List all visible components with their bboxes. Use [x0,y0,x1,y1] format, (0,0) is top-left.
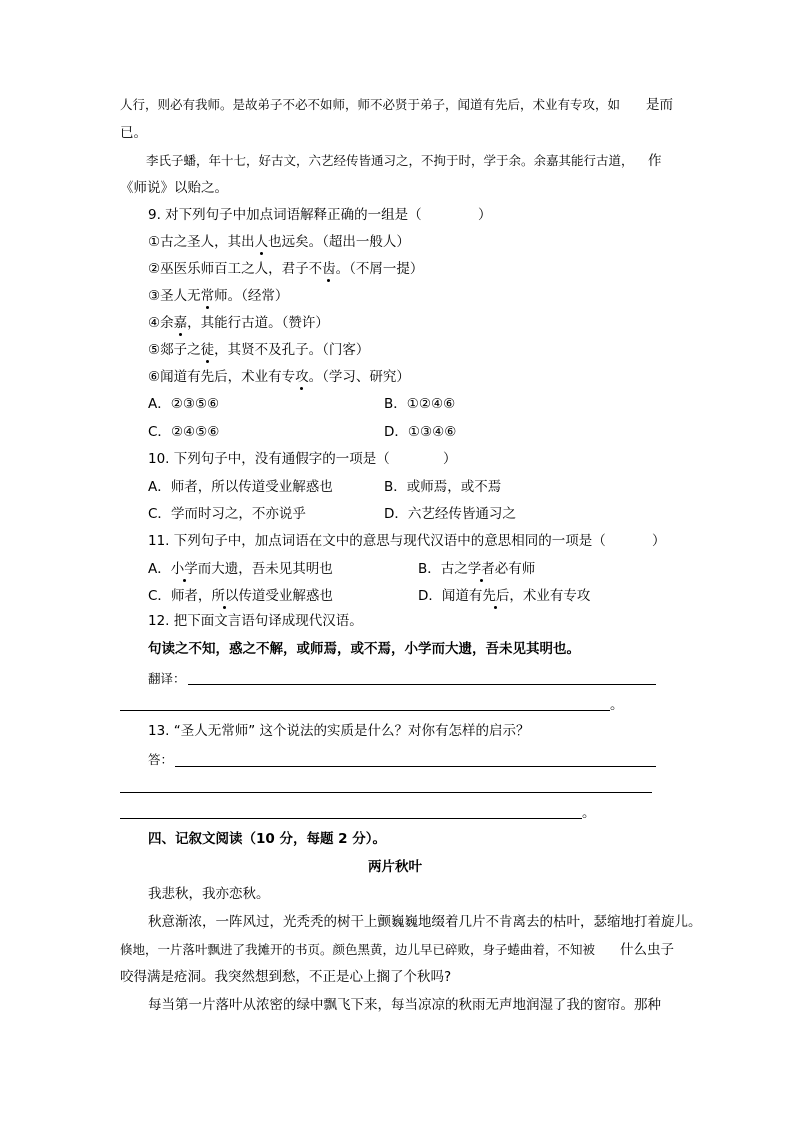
q12-sentence: 句读之不知，惑之不解，或师焉，或不焉，小学而大遗，吾未见其明也。 [148,641,580,657]
q11-option-c[interactable]: C．师者，所以传道受业解惑也 [148,588,333,604]
section4-heading: 四、记叙文阅读（10 分，每题 2 分）。 [148,831,387,847]
passage-line-3: 李氏子蟠，年十七，好古文，六艺经传皆通习之，不拘于时，学于余。余嘉其能行古道， [146,153,634,168]
dotted-word: 先后 [482,588,510,604]
q9-item-4: ④余嘉，其能行古道。（赞许） [148,315,329,331]
q10-paren-close: ） [443,451,457,467]
q9-item-5: ⑤郯子之徒，其贤不及孔子。（门客） [148,342,370,358]
q10-option-b[interactable]: B．或师焉，或不焉 [384,479,502,495]
q9-item-1: ①古之圣人，其出人也远矣。（超出一般人） [148,234,410,250]
q9-item-2: ②巫医乐师百工之人，君子不齿。（不屑一提） [148,261,424,277]
q12-period: 。 [610,697,624,713]
passage-line-1-end: 是而 [646,97,673,113]
section4-p2-line-1: 秋意渐浓，一阵风过，光秃秃的树干上颤巍巍地缀着几片不肯离去的枯叶，瑟缩地打着旋儿。 [148,914,702,930]
section4-p3-line-1: 每当第一片落叶从浓密的绿中飘飞下来，每当凉凉的秋雨无声地润湿了我的窗帘。那种 [148,997,661,1013]
section4-p2-line-2-end: 什么虫子 [620,942,674,958]
dotted-word: 学者 [467,561,495,577]
q9-paren-close: ） [478,207,492,223]
q11-paren-close: ） [652,533,666,549]
q13-answer-line-1[interactable] [175,766,656,767]
q9-option-b[interactable]: B．①②④⑥ [384,396,456,412]
q11-option-d[interactable]: D．闻道有先后，术业有专攻 [418,588,591,604]
dotted-word: 常 [200,288,215,304]
q13-period: 。 [582,805,596,821]
dotted-word: 嘉 [173,315,188,331]
q12-answer-line-2[interactable] [120,710,610,711]
q10-option-c[interactable]: C．学而时习之，不亦说乎 [148,506,306,522]
q9-option-d[interactable]: D．①③④⑥ [384,424,457,440]
section4-p1: 我悲秋，我亦恋秋。 [148,886,270,902]
q11-option-b[interactable]: B．古之学者必有师 [418,561,536,577]
q13-answer-line-2[interactable] [120,792,652,793]
dotted-word: 所以 [211,588,239,604]
dotted-word: 小学 [170,561,198,577]
q9-item-6: ⑥闻道有先后，术业有专攻。（学习、研究） [148,369,410,385]
passage-line-1: 人行，则必有我师。是故弟子不必不如师，师不必贤于弟子，闻道有先后，术业有专攻，如 [120,97,621,112]
q9-stem: 9. 对下列句子中加点词语解释正确的一组是（ [148,207,422,223]
q13-stem: 13. “圣人无常师” 这个说法的实质是什么？对你有怎样的启示？ [148,723,530,739]
q12-answer-label: 翻译： [148,671,186,686]
q9-item-3: ③圣人无常师。（经常） [148,288,289,304]
passage-line-2: 已。 [120,125,147,141]
passage-line-3-end: 作 [648,153,662,169]
q10-stem: 10. 下列句子中，没有通假字的一项是（ [148,451,390,467]
q9-option-c[interactable]: C．②④⑤⑥ [148,424,220,440]
q13-answer-label: 答： [148,752,174,767]
dotted-word: 攻 [295,369,309,385]
q12-answer-line-1[interactable] [188,684,656,685]
q11-option-a[interactable]: A．小学而大遗，吾未见其明也 [148,561,333,577]
q10-option-a[interactable]: A．师者，所以传道受业解惑也 [148,479,333,495]
q13-answer-line-3[interactable] [120,818,582,819]
section4-title: 两片秋叶 [368,859,422,875]
passage-line-4: 《师说》以贻之。 [120,180,228,196]
dotted-word: 齿 [322,261,336,277]
q10-option-d[interactable]: D．六艺经传皆通习之 [384,506,516,522]
dotted-word: 徒 [200,342,215,358]
section4-p2-line-2: 倏地，一片落叶飘进了我摊开的书页。颜色黑黄，边儿早已碎败，身子蜷曲着，不知被 [120,942,596,957]
q9-option-a[interactable]: A．②③⑤⑥ [148,396,220,412]
q11-stem: 11. 下列句子中，加点词语在文中的意思与现代汉语中的意思相同的一项是（ [148,533,606,549]
dotted-word: 人 [254,234,269,250]
q12-stem: 12. 把下面文言语句译成现代汉语。 [148,613,363,629]
section4-p2-line-3: 咬得满是疮洞。我突然想到愁，不正是心上搁了个秋吗? [120,969,452,985]
